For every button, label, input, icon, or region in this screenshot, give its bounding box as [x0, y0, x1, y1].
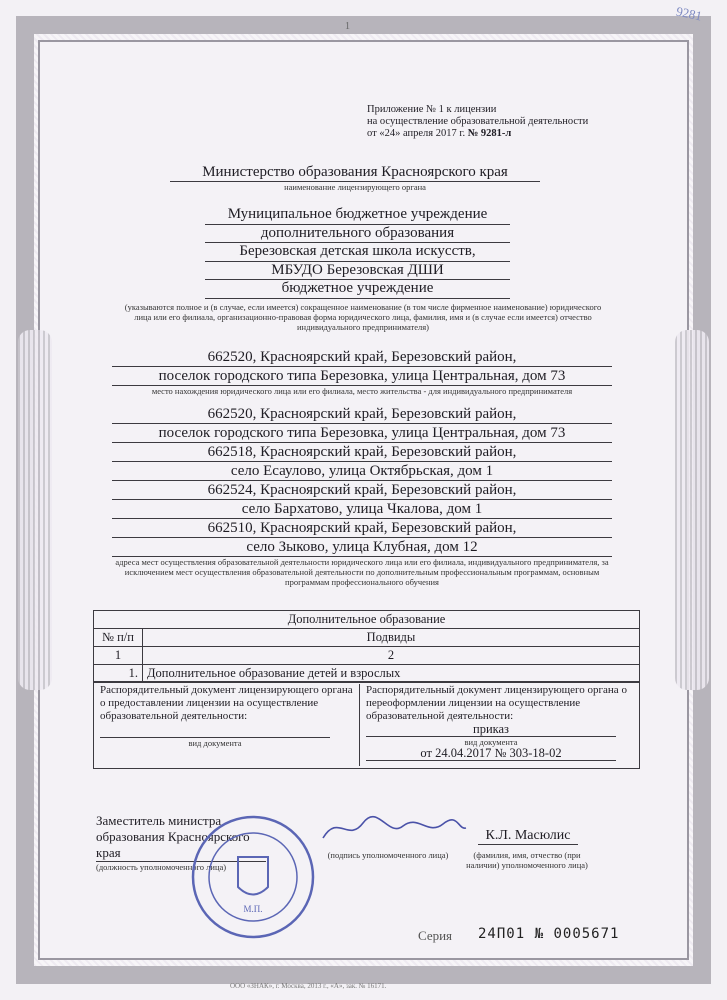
location-line: 662520, Красноярский край, Березовский район,: [112, 348, 612, 367]
signer-name: К.Л. Масюлис: [478, 828, 578, 845]
appendix-date: [367, 128, 642, 140]
handwritten-note: 9281: [674, 3, 704, 24]
right-ornament: [675, 330, 709, 690]
education-table: [93, 610, 640, 683]
series-label: Серия: [418, 928, 453, 943]
left-ornament: [18, 330, 52, 690]
organization-line: Березовская детская школа искусств,: [205, 243, 510, 262]
activity-line: село Бархатово, улица Чкалова, дом 1: [112, 500, 612, 519]
table-section-title: Дополнительное образование: [94, 611, 640, 629]
administrative-documents: [93, 681, 640, 769]
grant-document-title: Распорядительный документ лицензирующего органа о предоставлении лицензии на осуществление образовательной деятельности:: [100, 684, 353, 722]
organization-line: Муниципальное бюджетное учреждение: [205, 206, 510, 225]
printer-footer: ООО «ЗНАК», г. Москва, 2013 г., «А», зак. № 16171.: [230, 982, 387, 990]
series-code: 24П01: [478, 926, 526, 942]
grant-document-hint: вид документа: [188, 738, 242, 748]
signer-name-hint: (фамилия, имя, отчество (при наличии) уполномоченного лица): [466, 850, 588, 870]
location-hint: место нахождения юридического лица или его филиала, место жительства - для индивидуального предпринимателя: [151, 386, 573, 396]
signature: [318, 808, 468, 848]
signer-title-hint: (должность уполномоченного лица): [96, 862, 227, 872]
appendix-date-prefix: от «24» апреля 2017 г.: [367, 128, 466, 139]
activity-line: 662518, Красноярский край, Березовский район,: [112, 443, 612, 462]
organization-line: бюджетное учреждение: [205, 280, 510, 299]
reissue-document-ref: от 24.04.2017 № 303-18-02: [366, 747, 616, 761]
activity-line: 662510, Красноярский край, Березовский район,: [112, 519, 612, 538]
activity-line: поселок городского типа Березовка, улица Центральная, дом 73: [112, 424, 612, 443]
series-value: [478, 926, 619, 942]
table-row-number: 1.: [94, 665, 143, 683]
reissue-document-hint: вид документа: [464, 737, 518, 747]
activity-places-hint: адреса мест осуществления образовательной деятельности юридического лица или его филиала, индивидуального предпринимателя, за исключением мест осуществления образовательной деятельности по дополнительным профессиональным программам, основным программам профессионального обучения: [115, 557, 609, 587]
activity-line: 662520, Красноярский край, Березовский район,: [112, 405, 612, 424]
organization-line: МБУДО Березовская ДШИ: [205, 262, 510, 281]
seal-emblem-shield: [238, 857, 268, 895]
table-col1-num: 1: [94, 647, 143, 665]
reissue-document: [359, 684, 644, 766]
table-row: [94, 665, 640, 683]
location-line: поселок городского типа Березовка, улица Центральная, дом 73: [112, 367, 612, 386]
activity-line: 662524, Красноярский край, Березовский район,: [112, 481, 612, 500]
signer-title-line-2: образования Красноярского края: [96, 829, 266, 862]
series-number-label: №: [534, 926, 545, 942]
signature-stroke: [323, 817, 466, 838]
seal-mp-label: М.П.: [243, 904, 263, 914]
appendix-number: № 9281-л: [467, 128, 512, 139]
activity-line: село Есаулово, улица Октябрьская, дом 1: [112, 462, 612, 481]
reissue-document-type: приказ: [366, 723, 616, 737]
official-seal: [188, 812, 318, 942]
organization-hint: (указываются полное и (в случае, если имеется) сокращенное наименование (в том числе фирменное наименование) юридического лица или его филиала, организационно-правовая форма юридического лица, фамилия, имя и (в случае если имеется) отчество индивидуального предпринимателя): [124, 302, 602, 332]
licensing-body-name: Министерство образования Красноярского края: [170, 164, 540, 182]
organization-line: дополнительного образования: [205, 225, 510, 244]
organization-name: [205, 206, 510, 299]
series-number: 0005671: [553, 926, 620, 942]
licensing-body-hint: наименование лицензирующего органа: [284, 182, 426, 192]
activity-places: [112, 405, 612, 587]
appendix-line-2: на осуществление образовательной деятельности: [367, 116, 589, 127]
grant-document: [100, 684, 360, 748]
appendix-line-1: Приложение № 1 к лицензии: [367, 104, 497, 115]
seal-outer-ring: [193, 817, 313, 937]
reissue-document-title: Распорядительный документ лицензирующего органа о переоформлении лицензии на осуществление образовательной деятельности:: [366, 684, 627, 722]
signature-hint: (подпись уполномоченного лица): [327, 850, 449, 860]
licensing-body: [170, 164, 540, 192]
signer-title-line-1: Заместитель министра: [96, 813, 222, 828]
table-row-text: Дополнительное образование детей и взрослых: [143, 665, 640, 683]
table-col2-header: Подвиды: [143, 629, 640, 647]
table-col2-num: 2: [143, 647, 640, 665]
activity-line: село Зыково, улица Клубная, дом 12: [112, 538, 612, 557]
appendix-header: [367, 104, 642, 140]
table-col1-header: № п/п: [94, 629, 143, 647]
page-number: 1: [345, 21, 350, 32]
location-address: [112, 348, 612, 396]
